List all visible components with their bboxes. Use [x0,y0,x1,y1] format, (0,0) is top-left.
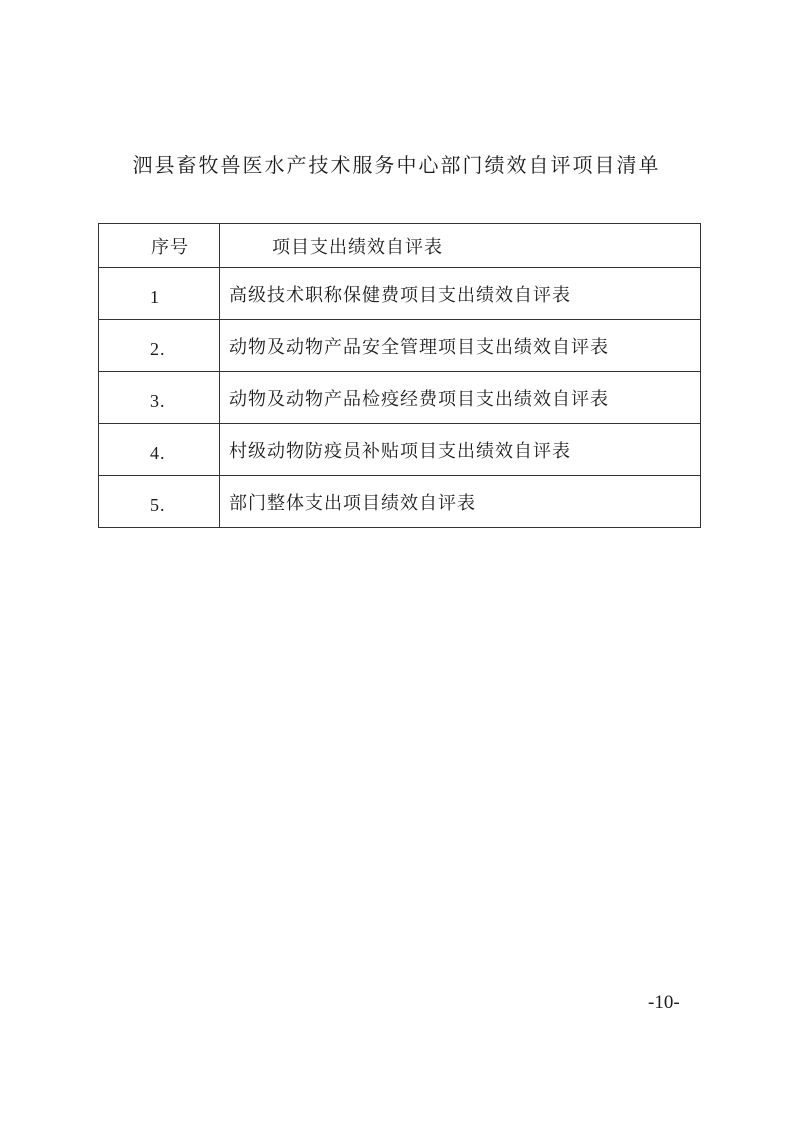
project-list-table [98,223,701,528]
table-header-row [99,224,701,268]
table-row [99,372,701,424]
document-title: 泗县畜牧兽医水产技术服务中心部门绩效自评项目清单 [132,153,661,177]
row-form-name: 动物及动物产品检疫经费项目支出绩效自评表 [220,372,701,424]
table-row [99,320,701,372]
row-serial-number: 5. [99,476,220,528]
row-serial-number: 1 [99,268,220,320]
row-serial-number: 4. [99,424,220,476]
row-form-name: 高级技术职称保健费项目支出绩效自评表 [220,268,701,320]
page-number: -10- [648,992,680,1013]
table-row [99,268,701,320]
row-form-name: 村级动物防疫员补贴项目支出绩效自评表 [220,424,701,476]
row-form-name: 动物及动物产品安全管理项目支出绩效自评表 [220,320,701,372]
table-row [99,424,701,476]
row-form-name: 部门整体支出项目绩效自评表 [220,476,701,528]
header-serial-number: 序号 [99,224,220,268]
table-row [99,476,701,528]
row-serial-number: 2. [99,320,220,372]
header-form-name: 项目支出绩效自评表 [220,224,701,268]
row-serial-number: 3. [99,372,220,424]
